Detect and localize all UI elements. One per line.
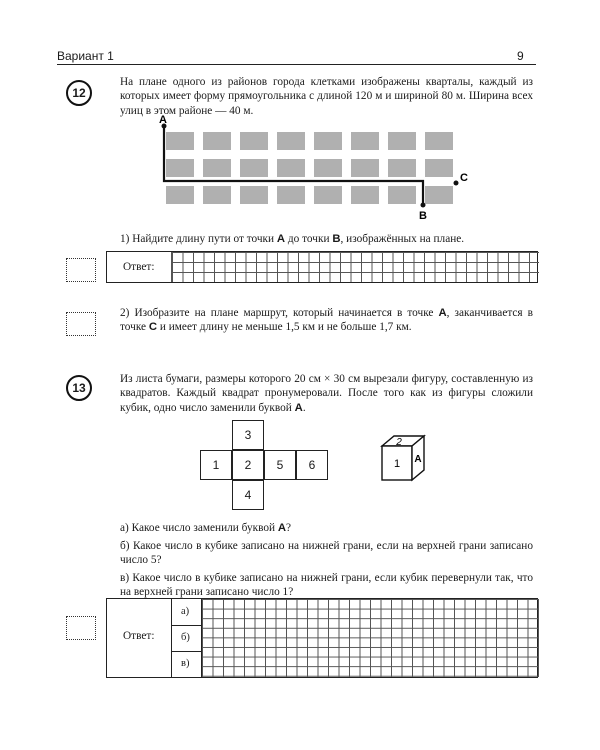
point-c-marker: [454, 181, 459, 186]
net-face-top: 3: [232, 420, 264, 450]
score-box-12-2: [66, 312, 96, 336]
point-a-label: A: [159, 114, 167, 126]
task-13-text: Из листа бумаги, размеры которого 20 см × 30 см вырезали фигуру, составленную из квадратов. Каждый квадрат пронумеровали. После того как из фигуры сложили кубик, одно число заменили буквой A.: [120, 373, 533, 414]
score-box-13: [66, 616, 96, 640]
point-c-label: C: [460, 172, 468, 184]
city-blocks: [166, 132, 453, 204]
city-plan-map: [150, 112, 480, 222]
page-number: 9: [517, 49, 524, 63]
point-b-marker: [421, 203, 426, 208]
point-b-label: B: [419, 210, 427, 222]
task-13-number: 13: [66, 375, 92, 401]
score-box-12-1: [66, 258, 96, 282]
variant-label: Вариант 1: [57, 49, 114, 63]
net-face-center: 2: [232, 450, 264, 480]
task-13-question-a: а) Какое число заменили буквой A?: [120, 522, 292, 534]
row-label-a: а): [181, 606, 190, 617]
cube-top-label: 2: [396, 437, 402, 448]
task-12-question-1: 1) Найдите длину пути от точки A до точки B, изображённых на плане.: [120, 233, 465, 245]
row-label-b: б): [181, 632, 190, 643]
row-separator-1: [172, 625, 202, 626]
answer-label: Ответ:: [123, 630, 155, 642]
net-face-right-2: 6: [296, 450, 328, 480]
task-12-text: На плане одного из районов города клетками изображены кварталы, каждый из которых имеет форму прямоугольника с длиной 120 м и шириной 80 м. Ширина всех улиц в этом районе — 40 м.: [120, 76, 533, 117]
answer-label: Ответ:: [123, 261, 155, 273]
row-separator-2: [172, 651, 202, 652]
cube-net: [200, 420, 330, 512]
net-face-left: 1: [200, 450, 232, 480]
header-divider: [57, 64, 536, 65]
net-face-bottom: 4: [232, 480, 264, 510]
cube-front-label: 1: [393, 458, 401, 470]
task-12-number: 12: [66, 80, 92, 106]
answer-field-12-1[interactable]: [106, 251, 538, 283]
answer-field-13[interactable]: [106, 598, 538, 678]
answer-grid-12-1[interactable]: [171, 252, 539, 282]
cube-drawing: [378, 432, 438, 488]
task-12-question-2: 2) Изобразите на плане маршрут, который начинается в точке A, заканчивается в точке C и имеет длину не меньше 1,5 км и не больше 1,7 км.: [120, 307, 533, 334]
net-face-right-1: 5: [264, 450, 296, 480]
cube-side-label: A: [414, 454, 422, 465]
row-label-c: в): [181, 658, 190, 669]
answer-row-labels: [172, 599, 201, 677]
answer-grid-13[interactable]: [202, 599, 539, 677]
task-13-question-b: б) Какое число в кубике записано на нижней грани, если на верхней грани записано число 5?: [120, 540, 533, 567]
task-13-question-c: в) Какое число в кубике записано на нижней грани, если кубик перевернули так, что на верхней грани записано число 1?: [120, 572, 533, 599]
